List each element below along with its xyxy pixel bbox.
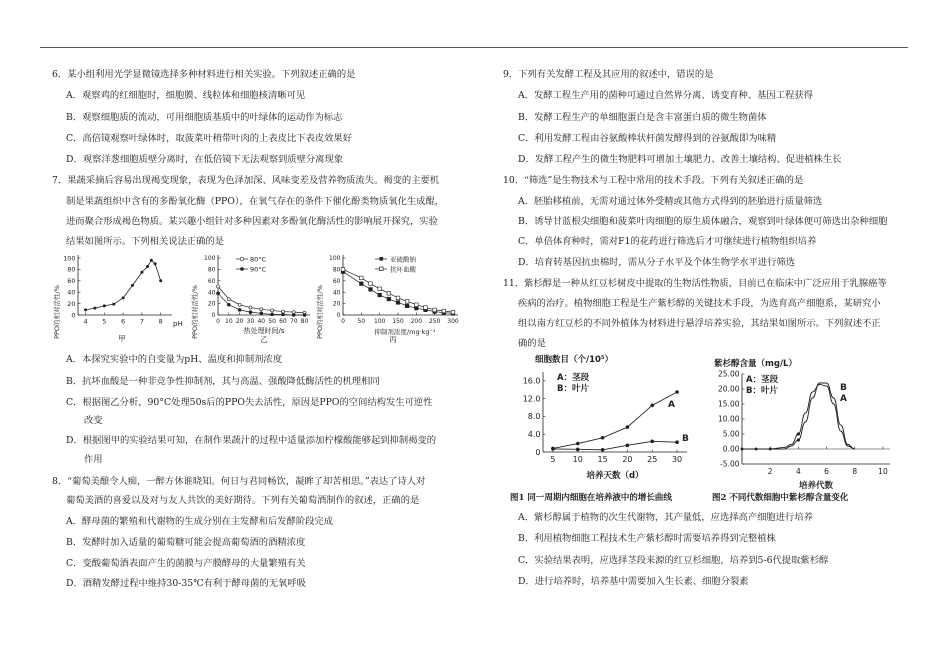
q6-option-b: B．观察细胞质的流动，可用细胞质基质中的叶绿体的运动作为标志	[66, 112, 343, 123]
x-tick-label: 80	[300, 318, 309, 325]
y-tick-label: 16.0	[522, 376, 541, 386]
q6-stem: 6．某小组利用光学显微镜选择多种材料进行相关实验。下列叙述正确的是	[52, 69, 356, 80]
chart-bing-point	[405, 300, 409, 304]
chart-yi-point	[260, 308, 263, 311]
chart-fig1	[505, 352, 695, 492]
y-tick-label: 20	[67, 299, 76, 308]
chart-yi-point	[292, 311, 295, 314]
chart-fig2-legend-a: A：茎段	[746, 375, 779, 385]
chart-yi-point	[271, 313, 274, 316]
chart-fig1-title: 细胞数目（个/10⁵）	[535, 355, 614, 365]
q10-option-a: A．胚胎移植前，无需对通过体外受精或其他方式得到的胚胎进行质量筛选	[518, 196, 823, 207]
x-tick-label: 8	[158, 317, 163, 326]
q10-option-c: C．单倍体育种时，需对F1的花药进行筛选后才可继续进行植物组织培养	[518, 236, 817, 247]
q8-stem-line: 8．“葡萄美酿令人痴，一醉方休谁晓知。何日与君同畅饮，凝眸了却苦相思。”表达了诗人对	[52, 476, 426, 487]
chart-jia-point	[103, 304, 106, 307]
y-tick-label: 0	[211, 312, 216, 320]
chart-yi-legend	[236, 256, 267, 274]
chart-bing-point	[396, 301, 400, 305]
chart-jia-point	[131, 284, 134, 287]
chart-fig2-label-a: A	[840, 394, 847, 404]
x-tick-label: 100	[373, 318, 386, 325]
chart-fig1-point	[576, 448, 580, 452]
chart-bing-caption: 丙	[389, 335, 397, 344]
chart-fig1-point	[626, 444, 630, 448]
chart-fig2-point	[741, 448, 744, 451]
chart-bing-xlabel: 抑制剂浓度/mg·kg⁻¹	[374, 328, 436, 336]
chart-jia-point	[159, 279, 162, 282]
chart-fig1-legend-b: B：叶片	[557, 384, 589, 394]
q6-option-d: D．观察洋葱细胞质壁分离时，在低倍镜下无法观察到质壁分离现象	[66, 154, 344, 165]
chart-jia-xlabel: pH	[173, 320, 183, 328]
header-rule	[40, 47, 908, 48]
q6-option-c: C．高倍镜观察叶绿体时，取菠菜叶稍带叶肉的上表皮比下表皮效果好	[66, 133, 353, 144]
chart-bing-point	[451, 310, 455, 314]
x-tick-label: 2	[767, 467, 773, 476]
q9-option-a: A．发酵工程生产用的菌种可通过自然界分离、诱变育种、基因工程获得	[518, 90, 813, 101]
q7-option-d-cont: 作用	[84, 454, 103, 465]
chart-bing-legend-sulfite: 亚硫酸钠	[390, 255, 416, 264]
chart-bing-point	[387, 292, 391, 296]
x-tick-label: 0	[216, 318, 220, 325]
q10-option-b: B．诱导甘蓝根尖细胞和菠菜叶肉细胞的原生质体融合，观察到叶绿体便可筛选出杂种细胞	[518, 216, 888, 227]
chart-fig1-xlabel: 培养天数（d）	[586, 471, 644, 481]
q11-option-a: A．紫杉醇属于植物的次生代谢物，其产量低，应选择高产细胞进行培养	[518, 512, 813, 523]
chart-fig1-point	[650, 404, 654, 408]
y-tick-label: 40	[67, 288, 76, 297]
q7-stem-line: 结果如图所示。下列相关说法正确的是	[66, 236, 225, 247]
y-tick-label: 80	[67, 265, 76, 274]
chart-yi-point	[238, 303, 241, 306]
chart-bing-point	[341, 268, 345, 272]
chart-bing-legend	[375, 255, 417, 274]
chart-fig2	[700, 352, 900, 492]
chart-jia-point	[84, 308, 87, 311]
y-tick-label: 100	[63, 254, 76, 263]
chart-jia-point	[154, 262, 157, 265]
x-tick-label: 6	[824, 467, 829, 476]
x-tick-label: 150	[392, 318, 404, 325]
q11-option-d: D．进行培养时，培养基中需要加入生长素、细胞分裂素	[518, 576, 749, 587]
fig1-caption: 图1 同一周期内细胞在培养液中的增长曲线	[510, 493, 672, 503]
x-tick-label: 4	[795, 467, 801, 476]
x-tick-label: 30	[671, 455, 683, 464]
q11-stem-line: 11．紫杉醇是一种从红豆杉树皮中提取的生物活性物质，目前已在临床中广泛应用于乳腺癌等	[503, 278, 887, 289]
chart-fig1-point	[551, 447, 555, 451]
chart-bing-point	[415, 306, 419, 310]
chart-jia-caption: 甲	[118, 334, 126, 343]
y-tick-label: 15.00	[718, 399, 740, 409]
q11-stem-line: 疾病的治疗。植物细胞工程是生产紫杉醇的关键技术手段，为选育高产细胞系，某研究小	[518, 298, 881, 309]
y-tick-label: 60	[67, 277, 76, 286]
y-tick-label: 20	[332, 300, 341, 308]
x-tick-label: 5	[550, 455, 556, 464]
x-tick-label: 70	[289, 318, 298, 325]
chart-yi-point	[238, 308, 241, 311]
chart-fig1-series-a	[553, 392, 677, 448]
chart-yi-point	[292, 314, 295, 317]
x-tick-label: 10	[878, 467, 888, 476]
chart-fig2-xlabel: 培养代数	[798, 481, 834, 491]
chart-bing-point	[433, 308, 437, 312]
y-tick-label: -5.00	[720, 459, 740, 469]
chart-bing-ylabel: PPO的相对活性/%	[316, 285, 324, 339]
q8-stem-line: 葡萄美酒的喜爱以及对与友人共饮的美好期待。下列有关葡萄酒制作的叙述，正确的是	[66, 495, 420, 506]
x-tick-label: 6	[121, 317, 126, 326]
x-tick-label: 20	[622, 455, 633, 464]
q11-option-b: B．利用植物细胞工程技术生产紫杉醇时需要培养得到完整植株	[518, 533, 776, 544]
x-tick-label: 5	[102, 317, 107, 326]
x-tick-label: 300	[447, 318, 459, 325]
q11-option-c: C．实验结果表明，应选择茎段来源的红豆杉细胞，培养到5-6代提取紫杉醇	[518, 555, 829, 566]
chart-bing-point	[396, 296, 400, 300]
chart-yi-ylabel: PPO的相对活性/%	[191, 285, 199, 339]
x-tick-label: 30	[246, 318, 255, 325]
chart-bing-legend-ascorbic: 抗坏血酸	[390, 265, 416, 274]
chart-fig2-legend-b: B：叶片	[746, 386, 778, 396]
x-tick-label: 20	[235, 318, 244, 325]
chart-fig1-point	[576, 442, 580, 446]
q8-option-a: A．酵母菌的繁殖和代谢物的生成分别在主发酵和后发酵阶段完成	[66, 516, 334, 527]
y-tick-label: 10.00	[718, 414, 740, 424]
chart-fig1-point	[675, 390, 679, 394]
x-tick-label: 8	[852, 467, 858, 476]
q7-stem-line: 进而聚合形成褐色物质。某兴趣小组针对多种因素对多酚氧化酶活性的影响展开探究，实验	[66, 216, 438, 227]
chart-jia-point	[150, 259, 153, 262]
q7-option-a: A．本探究实验中的自变量为pH、温度和抑制剂浓度	[66, 354, 283, 365]
y-tick-label: 40	[332, 289, 341, 297]
q11-stem-line: 组以南方红豆杉的不同外植体为材料进行悬浮培养实验，其结果如图所示。下列叙述不正	[518, 318, 881, 329]
chart-yi-point	[249, 311, 252, 314]
chart-bing-point	[387, 297, 391, 301]
chart-bing-point	[360, 282, 364, 286]
chart-yi-legend-80: 80°C	[250, 255, 267, 264]
chart-jia-point	[140, 271, 143, 274]
x-tick-label: 200	[410, 318, 423, 325]
x-tick-label: 250	[428, 318, 441, 325]
chart-bing	[313, 250, 468, 345]
x-tick-label: 7	[139, 317, 144, 326]
chart-bing-point	[415, 303, 419, 307]
q7-stem-line: 制是果蔬组织中含有的多酚氧化酶（PPO），在氧气存在的条件下催化酚类物质氧化生成醌，	[66, 196, 445, 207]
chart-bing-point	[442, 309, 446, 313]
y-tick-label: 8.0	[527, 412, 541, 422]
chart-yi-legend-90: 90°C	[250, 265, 267, 274]
chart-jia-point	[112, 303, 115, 306]
y-tick-label: 20	[207, 300, 216, 308]
q7-option-c-cont: 改变	[84, 415, 103, 426]
q9-option-d: D．发酵工程产生的微生物肥料可增加土壤肥力、改善土壤结构、促进植株生长	[518, 154, 842, 165]
q7-stem-line: 7．果蔬采摘后容易出现褐变现象，表现为色泽加深、风味变差及营养物质流失。褐变的主要机	[52, 175, 440, 186]
chart-bing-series-ascorbic	[343, 269, 453, 312]
y-tick-label: 25.00	[718, 369, 740, 379]
y-tick-label: 0	[71, 311, 76, 320]
q7-option-c: C．根据图乙分析，90°C处理50s后的PPO失去活性，原因是PPO的空间结构发生可逆性	[66, 397, 433, 408]
chart-fig2-point	[755, 448, 758, 451]
y-tick-label: 100	[329, 255, 341, 263]
chart-fig2-point	[797, 432, 800, 435]
chart-bing-point	[378, 287, 382, 291]
q9-stem: 9．下列有关发酵工程及其应用的叙述中，错误的是	[503, 69, 714, 80]
chart-yi-point	[260, 312, 263, 315]
x-tick-label: 60	[279, 318, 287, 325]
q7-option-d: D．根据图甲的实验结果可知，在制作果蔬汁的过程中适量添加柠檬酸能够起到抑制褐变的	[66, 435, 437, 446]
q7-option-b: B．抗坏血酸是一种非竞争性抑制剂，其与高温、强酸降低酶活性的机理相同	[66, 376, 380, 387]
chart-bing-point	[405, 304, 409, 308]
chart-bing-point	[369, 288, 373, 292]
chart-jia	[50, 250, 190, 345]
chart-jia-point	[93, 307, 96, 310]
q10-option-d: D．培育转基因抗虫棉时，需从分子水平及个体生物学水平进行筛选	[518, 257, 796, 268]
q10-stem: 10．“筛选”是生物技术与工程中常用的技术手段。下列有关叙述正确的是	[503, 175, 804, 186]
chart-fig2-label-b: B	[840, 383, 847, 393]
q8-option-b: B．发酵时加入适量的葡萄糖可能会提高葡萄酒的酒精浓度	[66, 537, 306, 548]
x-tick-label: 25	[647, 455, 658, 464]
chart-yi-point	[271, 309, 274, 312]
chart-fig1-series-b	[553, 441, 677, 449]
chart-jia-point	[146, 265, 149, 268]
chart-fig1-legend-a: A：茎段	[557, 373, 590, 383]
y-tick-label: 80	[207, 266, 216, 274]
x-tick-label: 40	[257, 318, 266, 325]
y-tick-label: 100	[204, 255, 216, 263]
y-tick-label: 80	[332, 266, 341, 274]
chart-fig1-point	[650, 440, 654, 444]
chart-jia-point	[122, 296, 125, 299]
q6-option-a: A．观察鸡的红细胞时，细胞膜、线粒体和细胞核清晰可见	[66, 90, 306, 101]
q9-option-b: B．发酵工程生产的单细胞蛋白是含丰富蛋白质的微生物菌体	[518, 112, 767, 123]
chart-bing-point	[424, 306, 428, 310]
chart-jia-ylabel: PPO的相对活性/%	[53, 285, 61, 339]
chart-yi	[188, 250, 318, 345]
y-tick-label: 40	[207, 289, 216, 297]
y-tick-label: 60	[332, 277, 341, 285]
chart-bing-point	[369, 282, 373, 286]
y-tick-label: 60	[207, 277, 216, 285]
x-tick-label: 50	[357, 318, 366, 325]
chart-bing-point	[378, 293, 382, 297]
chart-fig1-point	[601, 448, 605, 452]
y-tick-label: 0	[336, 312, 341, 320]
q11-stem-line: 确的是	[518, 338, 546, 349]
y-tick-label: 20.00	[718, 384, 740, 394]
x-tick-label: 50	[268, 318, 276, 325]
q8-option-c: C．变酸葡萄酒表面产生的菌膜与产膜酵母的大量繁殖有关	[66, 558, 306, 569]
y-tick-label: 0	[535, 447, 541, 457]
chart-fig2-point	[797, 438, 800, 441]
y-tick-label: 4.0	[527, 430, 541, 440]
q9-option-c: C．利用发酵工程由谷氨酸棒状杆菌发酵得到的谷氨酸即为味精	[518, 133, 777, 144]
x-tick-label: 0	[341, 318, 345, 325]
chart-jia-series-line	[86, 260, 161, 310]
chart-fig1-point	[601, 436, 605, 440]
chart-yi-point	[217, 292, 220, 295]
chart-bing-point	[360, 276, 364, 280]
chart-yi-point	[227, 303, 230, 306]
x-tick-label: 15	[597, 455, 608, 464]
chart-fig1-point	[675, 440, 679, 444]
chart-yi-xlabel: 热处理时间/s	[243, 327, 285, 335]
q8-option-d: D．酒精发酵过程中维持30-35℃有利于酵母菌的无氧呼吸	[66, 578, 306, 589]
fig2-caption: 图2 不同代数细胞中紫杉醇含量变化	[712, 493, 849, 503]
chart-fig2-point	[769, 448, 772, 451]
y-tick-label: 0.00	[722, 444, 740, 454]
x-tick-label: 4	[83, 317, 88, 326]
chart-yi-point	[249, 306, 252, 309]
x-tick-label: 10	[225, 318, 233, 325]
chart-yi-point	[303, 314, 306, 317]
chart-yi-point	[217, 285, 220, 288]
chart-yi-point	[281, 313, 284, 316]
chart-yi-caption: 乙	[260, 335, 268, 344]
chart-fig1-point	[626, 425, 630, 429]
x-tick-label: 10	[572, 455, 583, 464]
chart-fig1-label-a: A	[668, 400, 675, 410]
chart-fig2-title: 紫杉醇含量（mg/L）	[714, 359, 797, 369]
chart-fig1-label-b: B	[682, 434, 689, 444]
y-tick-label: 12.0	[522, 394, 541, 404]
chart-yi-point	[227, 298, 230, 301]
y-tick-label: 5.00	[722, 429, 740, 439]
